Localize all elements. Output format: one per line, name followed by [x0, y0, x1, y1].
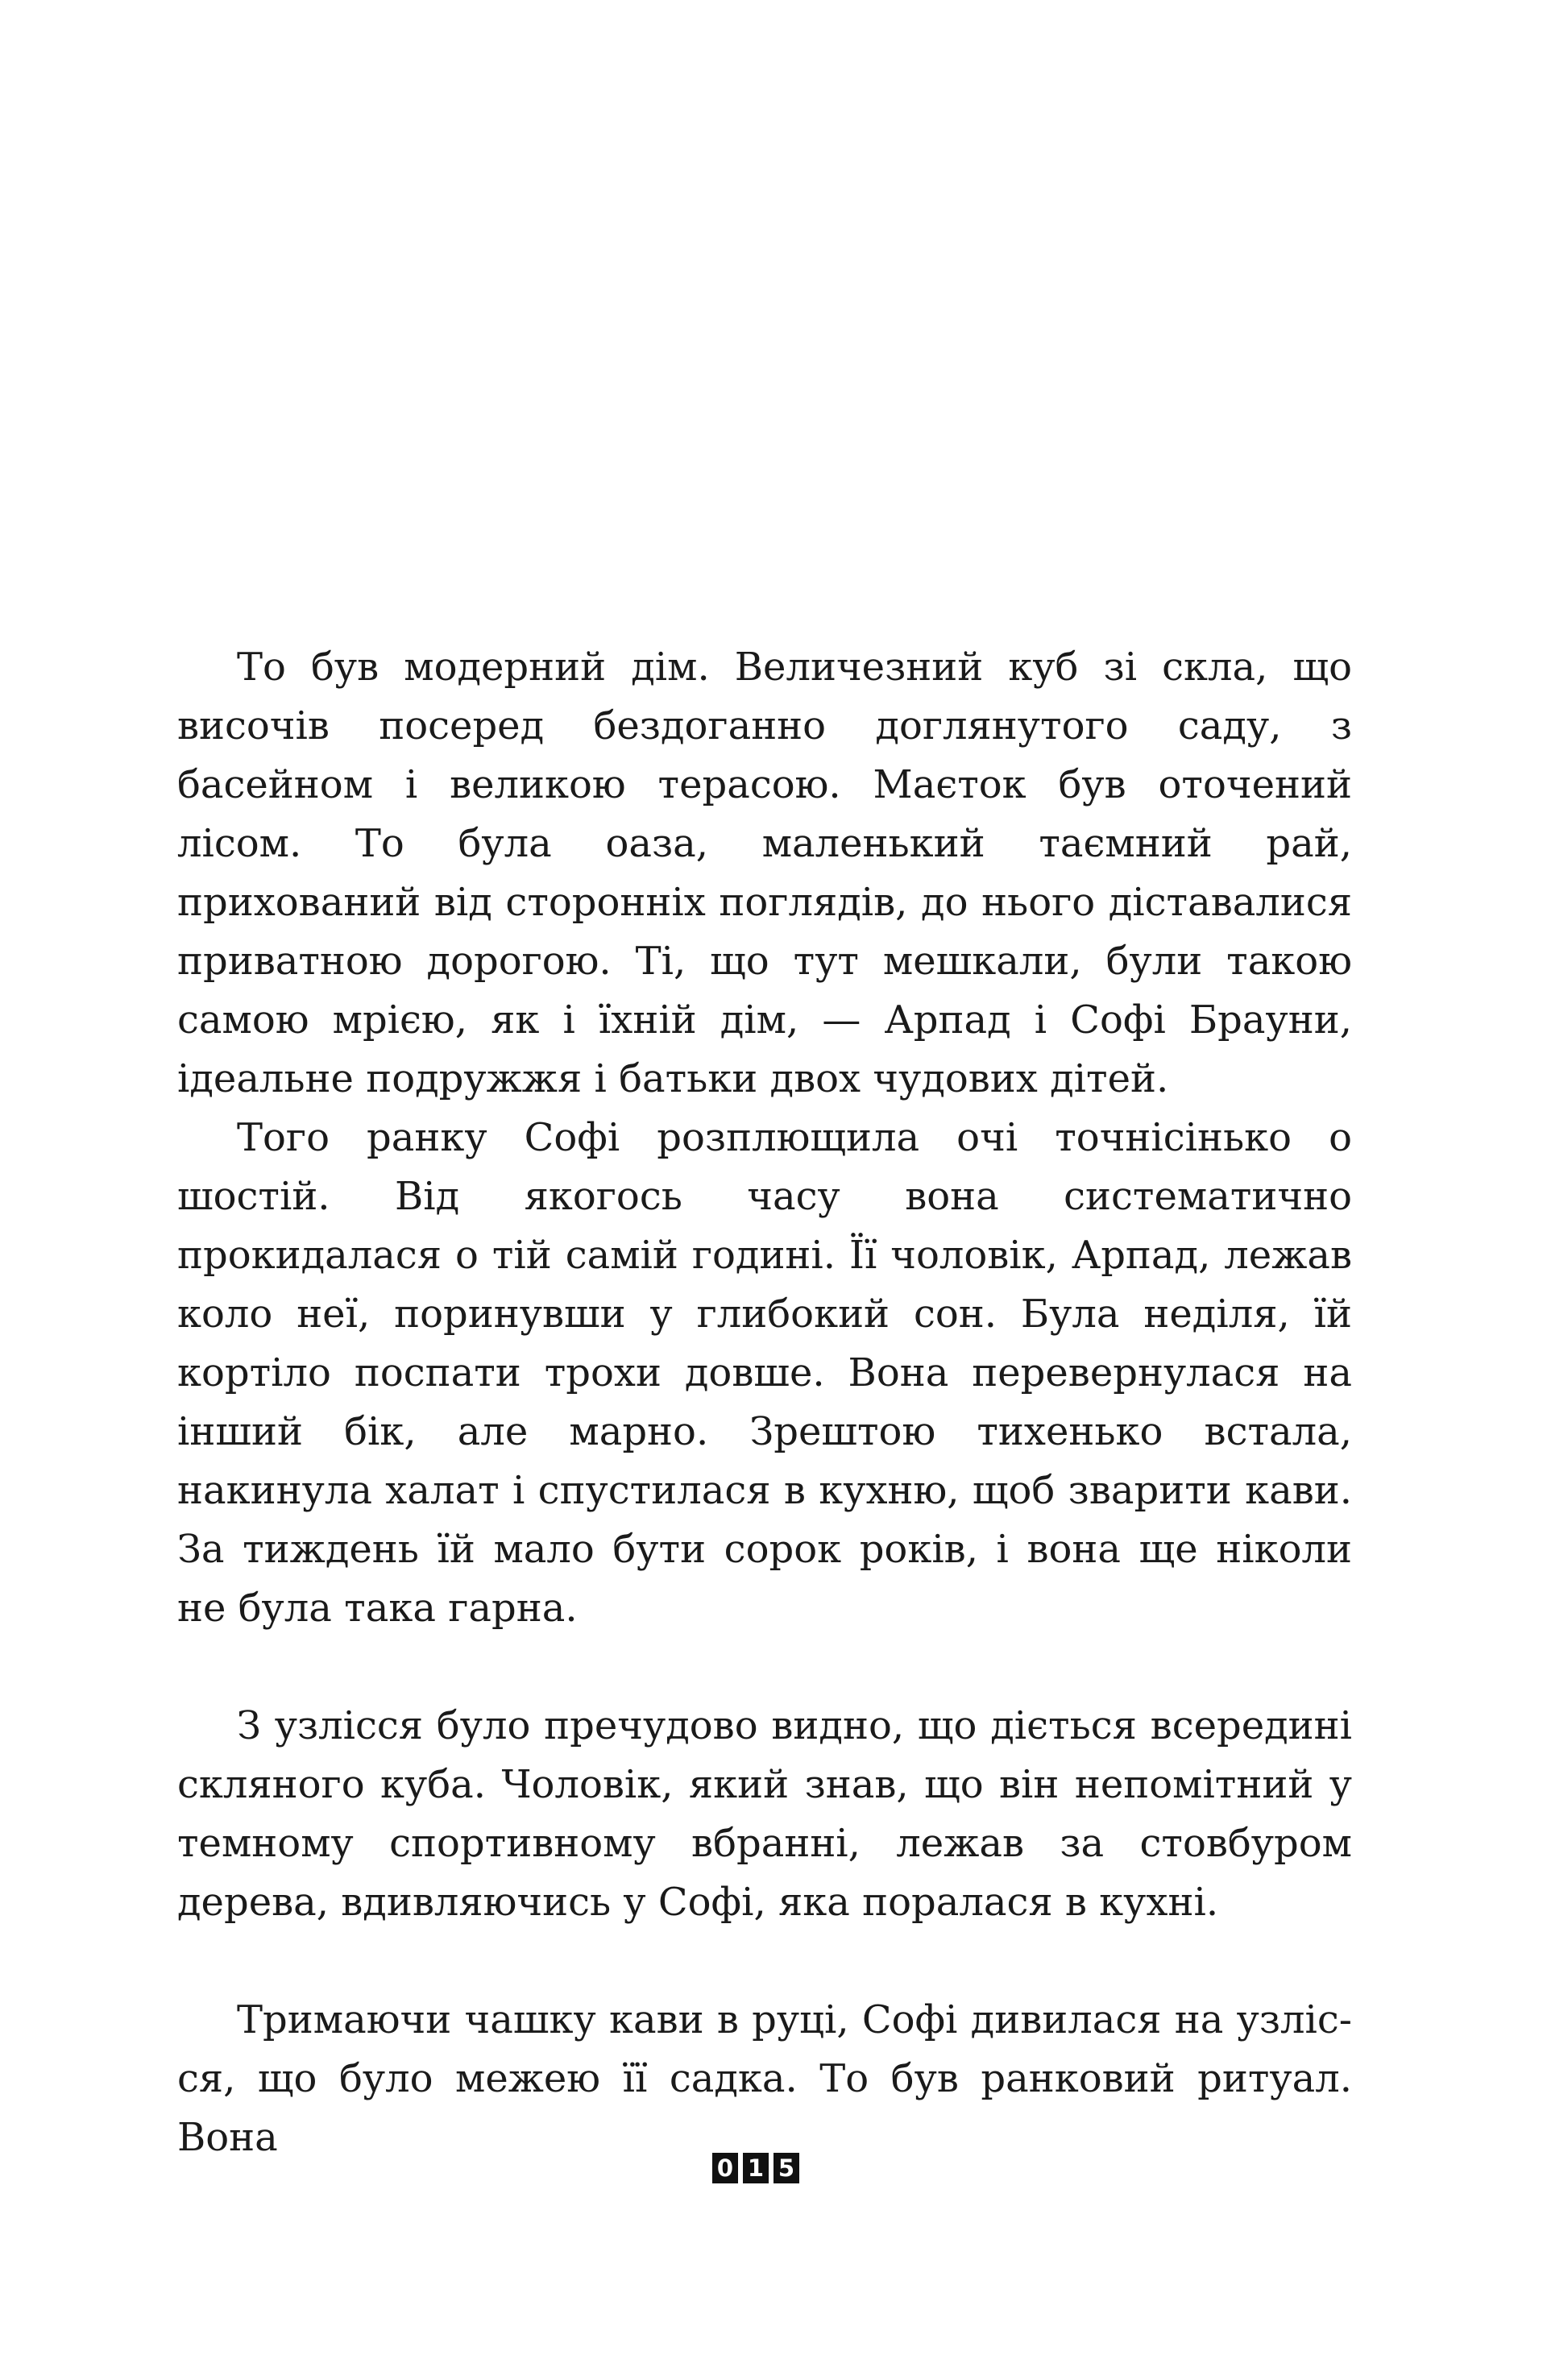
page-number — [712, 2153, 799, 2183]
page-number-digit: 0 — [712, 2153, 738, 2183]
section-break — [177, 1932, 1352, 1991]
paragraph-3: З узлісся було пречудово видно, що діється всередині скляного куба. Чоловік, який знав, що він непомітний у темному спортивному вбранні, лежав за стовбуром дерева, вдивляючись у Софі, яка поралася в кухні. — [177, 1703, 1352, 1925]
section-break — [177, 1638, 1352, 1697]
page-number-digit: 5 — [774, 2153, 799, 2183]
paragraph-1: То був модерний дім. Величезний куб зі скла, що височів посеред бездоганно доглянутого саду, з басейном і великою терасою. Маєток був оточений лісом. То була оаза, маленький таємний рай, прихований від сторонніх поглядів, до нього діставалися приватною дорогою. Ті, що тут мешкали, були такою самою мрією, як і їхній дім, — Арпад і Софі Брауни, ідеальне подружжя і батьки двох чудових дітей. — [177, 645, 1352, 1101]
page-number-digit: 1 — [743, 2153, 769, 2183]
paragraph-4: Тримаючи чашку кави в руці, Софі дивилася на узлісся, що було межею її садка. То був ранковий ритуал. Вона — [177, 1997, 1352, 2160]
paragraph-2: Того ранку Софі розплющила очі точнісінько о шостій. Від якогось часу вона систематично прокидалася о тій самій годині. Її чоловік, Арпад, лежав коло неї, поринувши у глибокий сон. Була неділя, їй кортіло поспати трохи довше. Вона перевернулася на інший бік, але марно. Зрештою тихенько встала, накинула халат і спустилася в кухню, щоб зварити кави. За тиждень їй мало бути сорок років, і вона ще ніколи не була така гарна. — [177, 1115, 1352, 1631]
body-text — [177, 638, 1352, 2167]
